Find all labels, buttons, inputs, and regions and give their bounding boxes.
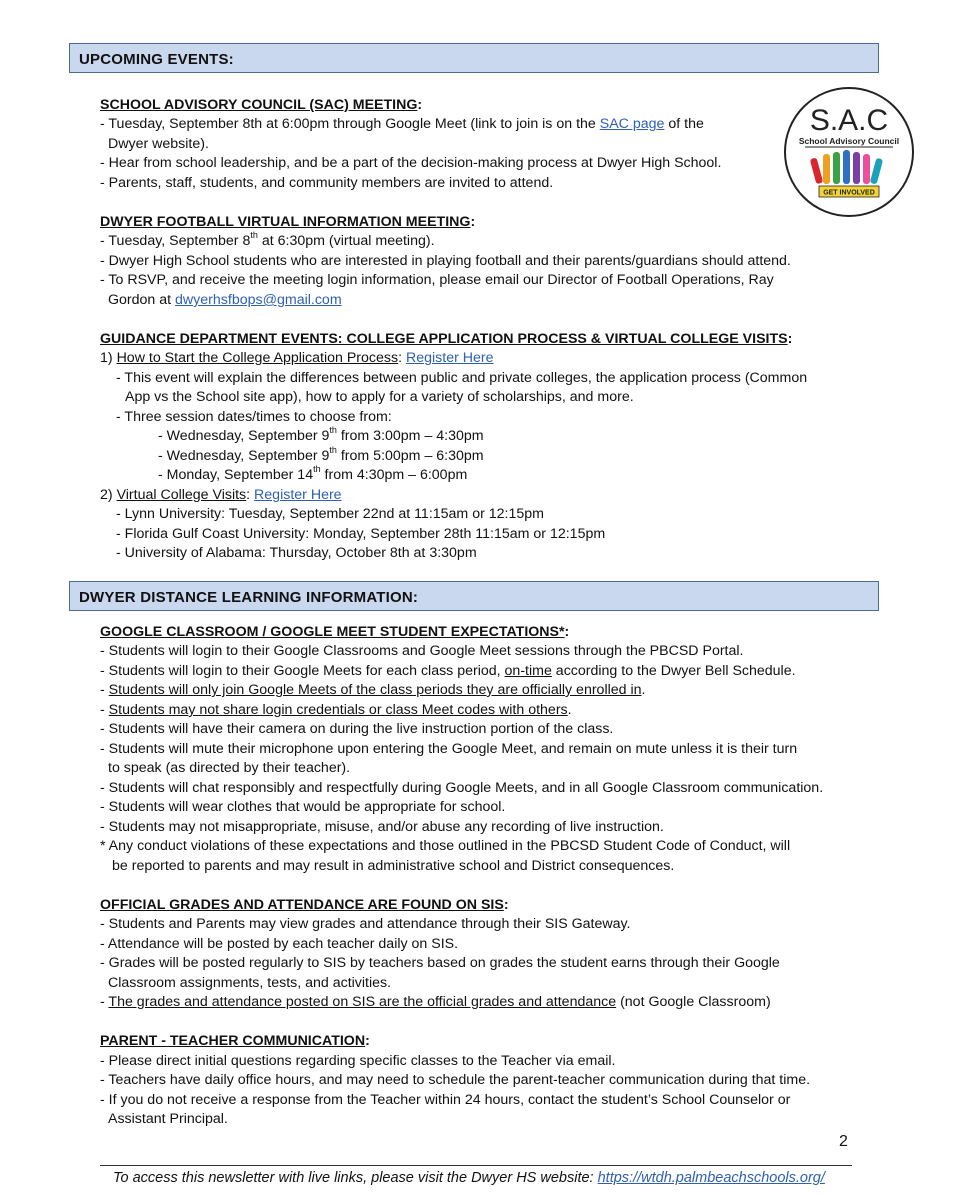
guidance-item-1-desc-2: App vs the School site app), how to apply for a variety of scholarships, and more. (125, 389, 634, 405)
guidance-heading: GUIDANCE DEPARTMENT EVENTS: COLLEGE APPLICATION PROCESS & VIRTUAL COLLEGE VISITS: (100, 331, 793, 347)
parent-line-4: Assistant Principal. (108, 1111, 228, 1127)
football-line-3: - To RSVP, and receive the meeting login information, please email our Director of Football Operations, Ray (100, 272, 774, 288)
classroom-line-10: - Students may not misappropriate, misuse, and/or abuse any recording of live instruction. (100, 819, 664, 835)
football-heading: DWYER FOOTBALL VIRTUAL INFORMATION MEETING: (100, 214, 476, 230)
footer-divider (100, 1165, 852, 1166)
grades-line-3: - Grades will be posted regularly to SIS by teachers based on grades the student earns through their Google (100, 955, 780, 971)
classroom-line-2: - Students will login to their Google Meets for each class period, on-time according to the Dwyer Bell Schedule. (100, 663, 796, 679)
session-2: - Wednesday, September 9th from 5:00pm – 6:30pm (158, 445, 484, 464)
guidance-item-1: 1) How to Start the College Application Process: Register Here (100, 350, 494, 366)
grades-line-1: - Students and Parents may view grades and attendance through their SIS Gateway. (100, 916, 631, 932)
page-number: 2 (839, 1133, 848, 1150)
classroom-line-8: - Students will chat responsibly and respectfully during Google Meets, and in all Google Classroom communication. (100, 780, 824, 796)
college-visit-2: - Florida Gulf Coast University: Monday, September 28th 11:15am or 12:15pm (116, 526, 606, 542)
classroom-line-1: - Students will login to their Google Classrooms and Google Meet sessions through the PBCSD Portal. (100, 643, 744, 659)
sac-line-2: Dwyer website). (108, 136, 209, 152)
sac-line-3: - Hear from school leadership, and be a part of the decision-making process at Dwyer High School. (100, 155, 722, 171)
sac-logo (783, 86, 915, 218)
classroom-line-11: * Any conduct violations of these expectations and those outlined in the PBCSD Student Code of Conduct, will (100, 838, 791, 854)
guidance-item-1-desc-3: - Three session dates/times to choose from: (116, 409, 392, 425)
parent-line-1: - Please direct initial questions regarding specific classes to the Teacher via email. (100, 1053, 616, 1069)
classroom-line-4: - Students may not share login credentials or class Meet codes with others. (100, 702, 572, 718)
grades-line-2: - Attendance will be posted by each teacher daily on SIS. (100, 936, 459, 952)
grades-line-5: - The grades and attendance posted on SIS are the official grades and attendance (not Google Classroom) (100, 994, 771, 1010)
upcoming-events-banner: UPCOMING EVENTS: (69, 43, 879, 73)
classroom-line-6: - Students will mute their microphone upon entering the Google Meet, and remain on mute unless it is their turn (100, 741, 798, 757)
classroom-heading: GOOGLE CLASSROOM / GOOGLE MEET STUDENT EXPECTATIONS*: (100, 624, 570, 640)
footer-website-link[interactable]: https://wtdh.palmbeachschools.org/ (597, 1170, 825, 1186)
parent-line-3: - If you do not receive a response from the Teacher within 24 hours, contact the student’s School Counselor or (100, 1092, 791, 1108)
sac-logo-title: S.A.C (809, 104, 889, 137)
distance-learning-banner: DWYER DISTANCE LEARNING INFORMATION: (69, 581, 879, 611)
football-line-4: Gordon at dwyerhsfbops@gmail.com (108, 292, 342, 308)
sac-logo-ribbon: GET INVOLVED (823, 189, 875, 197)
guidance-item-1-desc-1: - This event will explain the differences between public and private colleges, the application process (Common (116, 370, 808, 386)
football-email-link[interactable]: dwyerhsfbops@gmail.com (175, 292, 342, 308)
classroom-line-5: - Students will have their camera on during the live instruction portion of the class. (100, 721, 614, 737)
register-here-link-1[interactable]: Register Here (406, 350, 494, 366)
sac-logo-subtitle: School Advisory Council (798, 136, 900, 146)
sac-heading: SCHOOL ADVISORY COUNCIL (SAC) MEETING: (100, 97, 423, 113)
guidance-item-2: 2) Virtual College Visits: Register Here (100, 487, 342, 503)
football-line-2: - Dwyer High School students who are interested in playing football and their parents/guardians should attend. (100, 253, 791, 269)
grades-heading: OFFICIAL GRADES AND ATTENDANCE ARE FOUND ON SIS: (100, 897, 509, 913)
classroom-line-12: be reported to parents and may result in administrative school and District consequences. (112, 858, 675, 874)
classroom-line-3: - Students will only join Google Meets of the class periods they are officially enrolled in. (100, 682, 646, 698)
football-line-1: - Tuesday, September 8th at 6:30pm (virtual meeting). (100, 230, 435, 249)
college-visit-1: - Lynn University: Tuesday, September 22nd at 11:15am or 12:15pm (116, 506, 544, 522)
grades-line-4: Classroom assignments, tests, and activities. (108, 975, 392, 991)
classroom-line-7: to speak (as directed by their teacher). (108, 760, 351, 776)
classroom-line-9: - Students will wear clothes that would be appropriate for school. (100, 799, 506, 815)
parent-line-2: - Teachers have daily office hours, and may need to schedule the parent-teacher communication during that time. (100, 1072, 811, 1088)
sac-line-1: - Tuesday, September 8th at 6:00pm through Google Meet (link to join is on the SAC page of the (100, 116, 704, 132)
register-here-link-2[interactable]: Register Here (254, 487, 342, 503)
session-3: - Monday, September 14th from 4:30pm – 6:00pm (158, 464, 468, 483)
sac-page-link[interactable]: SAC page (599, 116, 665, 132)
parent-heading: PARENT - TEACHER COMMUNICATION: (100, 1033, 370, 1049)
session-1: - Wednesday, September 9th from 3:00pm – 4:30pm (158, 425, 484, 444)
college-visit-3: - University of Alabama: Thursday, October 8th at 3:30pm (116, 545, 477, 561)
footer-text: To access this newsletter with live links, please visit the Dwyer HS website: https://wtdh.palmbeachschools.org/ (113, 1170, 825, 1186)
sac-line-4: - Parents, staff, students, and community members are invited to attend. (100, 175, 554, 191)
